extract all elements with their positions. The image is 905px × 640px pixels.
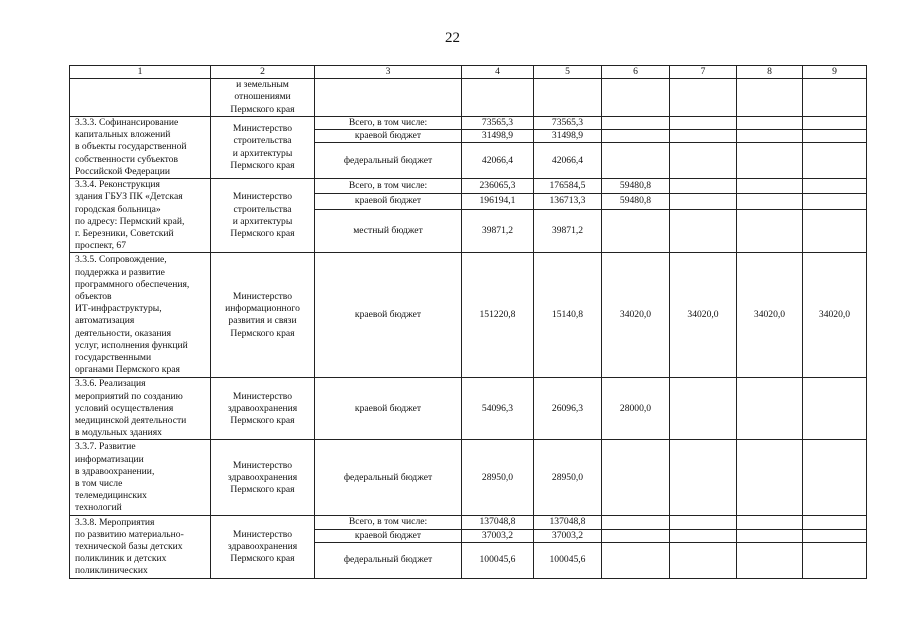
column-number-row (70, 66, 867, 79)
funding-source-cell: краевой бюджет (315, 378, 462, 440)
funding-source-cell: краевой бюджет (315, 194, 462, 209)
amount-cell (670, 194, 737, 209)
activity-cell: 3.3.8. Мероприятия по развитию материально- технической базы детских поликлиник и детских поликлинических (70, 516, 211, 578)
amount-cell: 137048,8 (462, 516, 534, 529)
table-cell (803, 79, 867, 117)
responsible-cell: и земельным отношениями Пермского края (211, 79, 315, 117)
header-cell: 1 (70, 66, 211, 79)
responsible-cell: Министерство строительства и архитектуры Пермского края (211, 116, 315, 178)
funding-source-cell: федеральный бюджет (315, 440, 462, 516)
amount-cell: 236065,3 (462, 179, 534, 194)
amount-cell: 26096,3 (534, 378, 602, 440)
amount-cell (737, 440, 803, 516)
amount-cell: 31498,9 (462, 130, 534, 143)
amount-cell (803, 179, 867, 194)
table-row (70, 116, 867, 129)
amount-cell (670, 529, 737, 542)
amount-cell: 34020,0 (737, 253, 803, 378)
funding-source-cell: краевой бюджет (315, 253, 462, 378)
activity-cell: 3.3.4. Реконструкция здания ГБУЗ ПК «Детская городская больница» по адресу: Пермский край, г. Березники, Советский проспект, 67 (70, 179, 211, 253)
amount-cell: 151220,8 (462, 253, 534, 378)
responsible-cell: Министерство информационного развития и связи Пермского края (211, 253, 315, 378)
funding-source-cell: Всего, в том числе: (315, 116, 462, 129)
amount-cell: 37003,2 (534, 529, 602, 542)
table-cell (70, 79, 211, 117)
amount-cell (602, 516, 670, 529)
amount-cell (670, 179, 737, 194)
amount-cell (602, 116, 670, 129)
funding-source-cell: краевой бюджет (315, 529, 462, 542)
amount-cell: 34020,0 (670, 253, 737, 378)
amount-cell (803, 542, 867, 578)
amount-cell: 31498,9 (534, 130, 602, 143)
amount-cell (803, 130, 867, 143)
header-cell: 5 (534, 66, 602, 79)
amount-cell (737, 516, 803, 529)
header-cell: 4 (462, 66, 534, 79)
amount-cell: 100045,6 (462, 542, 534, 578)
amount-cell (602, 529, 670, 542)
continuation-row (70, 79, 867, 117)
header-cell: 7 (670, 66, 737, 79)
amount-cell (737, 209, 803, 253)
table-row (70, 253, 867, 378)
page-number: 22 (445, 30, 460, 46)
amount-cell: 39871,2 (534, 209, 602, 253)
table-row (70, 516, 867, 529)
table-cell (670, 79, 737, 117)
amount-cell (602, 143, 670, 179)
header-cell: 8 (737, 66, 803, 79)
header-cell: 9 (803, 66, 867, 79)
amount-cell (803, 143, 867, 179)
amount-cell: 73565,3 (462, 116, 534, 129)
amount-cell: 34020,0 (803, 253, 867, 378)
amount-cell (602, 130, 670, 143)
header-cell: 6 (602, 66, 670, 79)
table-row (70, 440, 867, 516)
amount-cell: 42066,4 (534, 143, 602, 179)
amount-cell (670, 209, 737, 253)
funding-source-cell: федеральный бюджет (315, 542, 462, 578)
amount-cell (737, 542, 803, 578)
amount-cell: 73565,3 (534, 116, 602, 129)
amount-cell: 54096,3 (462, 378, 534, 440)
amount-cell: 15140,8 (534, 253, 602, 378)
amount-cell (602, 440, 670, 516)
amount-cell: 42066,4 (462, 143, 534, 179)
activity-cell: 3.3.6. Реализация мероприятий по созданию условий осуществления медицинской деятельности в модульных зданиях (70, 378, 211, 440)
amount-cell (602, 209, 670, 253)
amount-cell: 28950,0 (462, 440, 534, 516)
amount-cell (737, 143, 803, 179)
responsible-cell: Министерство здравоохранения Пермского края (211, 440, 315, 516)
funding-source-cell: краевой бюджет (315, 130, 462, 143)
amount-cell: 100045,6 (534, 542, 602, 578)
amount-cell: 28000,0 (602, 378, 670, 440)
amount-cell (737, 529, 803, 542)
amount-cell (670, 116, 737, 129)
amount-cell (737, 194, 803, 209)
amount-cell (737, 130, 803, 143)
amount-cell (737, 116, 803, 129)
amount-cell (803, 440, 867, 516)
amount-cell (670, 542, 737, 578)
amount-cell: 137048,8 (534, 516, 602, 529)
amount-cell: 39871,2 (462, 209, 534, 253)
activity-cell: 3.3.5. Сопровождение, поддержка и развитие программного обеспечения, объектов ИТ-инфраструктуры, автоматизация деятельности, оказания услуг, исполнения функций государственными органами Пермского края (70, 253, 211, 378)
table-row (70, 179, 867, 194)
amount-cell (602, 542, 670, 578)
amount-cell (670, 143, 737, 179)
funding-source-cell: федеральный бюджет (315, 143, 462, 179)
amount-cell (737, 378, 803, 440)
amount-cell (803, 194, 867, 209)
responsible-cell: Министерство здравоохранения Пермского края (211, 378, 315, 440)
header-cell: 2 (211, 66, 315, 79)
table-cell (315, 79, 462, 117)
amount-cell: 59480,8 (602, 194, 670, 209)
funding-source-cell: местный бюджет (315, 209, 462, 253)
amount-cell: 34020,0 (602, 253, 670, 378)
amount-cell (670, 516, 737, 529)
funding-source-cell: Всего, в том числе: (315, 179, 462, 194)
table-cell (737, 79, 803, 117)
table-cell (534, 79, 602, 117)
amount-cell: 176584,5 (534, 179, 602, 194)
amount-cell (670, 440, 737, 516)
amount-cell: 136713,3 (534, 194, 602, 209)
amount-cell (803, 378, 867, 440)
amount-cell: 196194,1 (462, 194, 534, 209)
amount-cell: 37003,2 (462, 529, 534, 542)
funding-source-cell: Всего, в том числе: (315, 516, 462, 529)
amount-cell (803, 209, 867, 253)
responsible-cell: Министерство здравоохранения Пермского края (211, 516, 315, 578)
activity-cell: 3.3.3. Софинансирование капитальных вложений в объекты государственной собственности субъектов Российской Федерации (70, 116, 211, 178)
amount-cell (803, 116, 867, 129)
table-cell (602, 79, 670, 117)
amount-cell (803, 516, 867, 529)
amount-cell (737, 179, 803, 194)
amount-cell (670, 130, 737, 143)
header-cell: 3 (315, 66, 462, 79)
amount-cell: 59480,8 (602, 179, 670, 194)
table-cell (462, 79, 534, 117)
amount-cell (803, 529, 867, 542)
responsible-cell: Министерство строительства и архитектуры Пермского края (211, 179, 315, 253)
amount-cell (670, 378, 737, 440)
budget-table (69, 65, 867, 579)
amount-cell: 28950,0 (534, 440, 602, 516)
table-row (70, 378, 867, 440)
activity-cell: 3.3.7. Развитие информатизации в здравоохранении, в том числе телемедицинских технологий (70, 440, 211, 516)
